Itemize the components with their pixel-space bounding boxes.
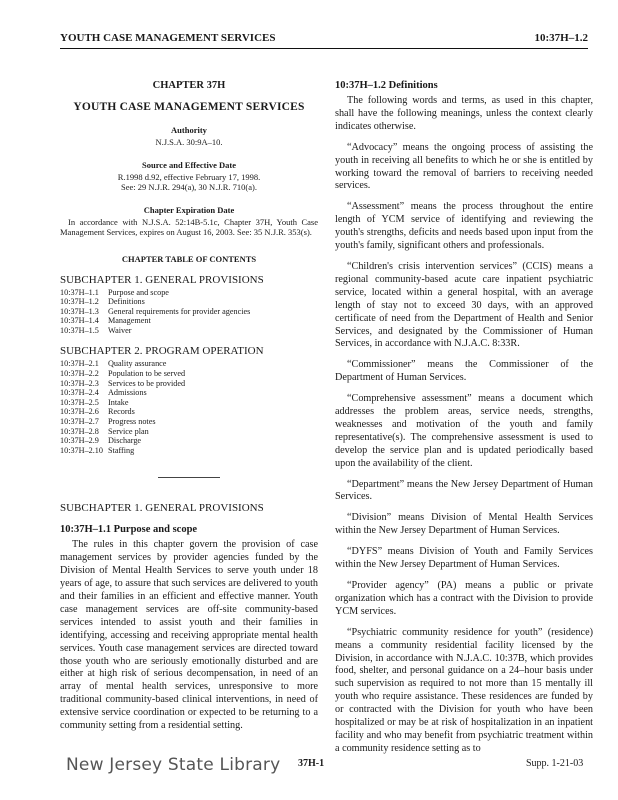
toc-item: 10:37H–2.7 Progress notes bbox=[60, 417, 156, 427]
section-heading: 10:37H–1.2 Definitions bbox=[335, 80, 438, 91]
toc-item: 10:37H–2.3 Services to be provided bbox=[60, 378, 186, 388]
toc-item: 10:37H–1.1 Purpose and scope bbox=[60, 287, 169, 297]
toc-item: 10:37H–2.10 Staffing bbox=[60, 445, 135, 455]
toc-item: 10:37H–2.1 Quality assurance bbox=[60, 359, 167, 369]
definition-paragraph: “Provider agency” (PA) means a public or private organization which has a contract with the Division to provide YCM services. bbox=[335, 580, 593, 617]
source-line: See: 29 N.J.R. 294(a), 30 N.J.R. 710(a). bbox=[121, 182, 257, 192]
toc-item: 10:37H–2.5 Intake bbox=[60, 397, 129, 407]
divider bbox=[158, 477, 220, 478]
definition-paragraph: “Commissioner” means the Commissioner of the Department of Human Services. bbox=[335, 359, 593, 384]
authority-text: N.J.S.A. 30:9A–10. bbox=[155, 137, 223, 147]
supplement-date: Supp. 1-21-03 bbox=[526, 758, 584, 769]
running-header-title: YOUTH CASE MANAGEMENT SERVICES bbox=[60, 32, 276, 44]
definition-paragraph: “Department” means the New Jersey Department of Human Services. bbox=[335, 478, 593, 503]
toc-list-1 bbox=[60, 288, 318, 336]
toc-item: 10:37H–2.8 Service plan bbox=[60, 426, 149, 436]
toc-item: 10:37H–2.4 Admissions bbox=[60, 388, 147, 398]
toc-title: CHAPTER TABLE OF CONTENTS bbox=[121, 253, 257, 264]
right-column bbox=[335, 80, 593, 756]
source-label: Source and Effective Date bbox=[141, 159, 237, 170]
toc-item: 10:37H–2.9 Discharge bbox=[60, 436, 142, 446]
toc-item: 10:37H–1.4 Management bbox=[60, 316, 151, 326]
toc-subchapter-1: SUBCHAPTER 1. GENERAL PROVISIONS bbox=[60, 273, 264, 286]
expiration-label: Chapter Expiration Date bbox=[143, 204, 235, 215]
definition-paragraph: “Comprehensive assessment” means a document which addresses the problem areas, service needs, strengths, weaknesses and motivation of the youth and family representative(s). The comprehensive assessment is used to develop the service plan and is updated periodically based upon the availability of the client. bbox=[335, 393, 593, 469]
left-column bbox=[60, 80, 318, 733]
running-header bbox=[60, 28, 588, 49]
running-header-section: 10:37H–1.2 bbox=[534, 32, 588, 44]
library-watermark: New Jersey State Library bbox=[66, 755, 281, 775]
chapter-title: YOUTH CASE MANAGEMENT SERVICES bbox=[73, 101, 305, 113]
toc-item: 10:37H–1.5 Waiver bbox=[60, 325, 132, 335]
toc-item: 10:37H–2.2 Population to be served bbox=[60, 369, 186, 379]
toc-list-2 bbox=[60, 359, 318, 455]
subchapter-heading: SUBCHAPTER 1. GENERAL PROVISIONS bbox=[60, 502, 264, 515]
toc-item: 10:37H–1.3 General requirements for provider agencies bbox=[60, 306, 251, 316]
definition-paragraph: “Psychiatric community residence for youth” (residence) means a community residential facility licensed by the Division, in accordance with N.J.A.C. 10:37B, which provides food, shelter, and personal guidance on a 24–hour basis under such supervision as required to not more than 15 mentally ill youth who require assistance. These residences are funded by or contracted with the Division for youth who have been hospitalized or may be at risk of hospitalization in an inpatient facility and who may benefit from psychiatric treatment within a community residence setting as to bbox=[335, 626, 593, 754]
authority-label: Authority bbox=[171, 125, 207, 135]
toc-subchapter-2: SUBCHAPTER 2. PROGRAM OPERATION bbox=[60, 345, 264, 358]
page-number: 37H-1 bbox=[298, 758, 325, 769]
definition-paragraph: “Assessment” means the process throughout the entire length of YCM service of identifying and reviewing the youth's strengths, deficits and needs based upon input from the youth's family, significant others and professionals. bbox=[335, 201, 593, 252]
definition-paragraph: The following words and terms, as used in this chapter, shall have the following meanings, unless the context clearly indicates otherwise. bbox=[335, 95, 593, 132]
section-heading: 10:37H–1.1 Purpose and scope bbox=[60, 524, 198, 536]
definition-paragraph: “Children's crisis intervention services” (CCIS) means a regional community-based acute care inpatient psychiatric service, located within a general hospital, with an average length of stay not to exceed 30 days, with an approved certificate of need from the Department of Health and Senior Services, and designated by the Commissioner of Human Services, in accordance with N.J.A.C. 8:33R. bbox=[335, 260, 593, 350]
definition-paragraph: “Advocacy” means the ongoing process of assisting the youth in receiving all benefits to which he or she is entitled by working toward the removal of barriers to receiving needed services. bbox=[335, 141, 593, 192]
section-body: The rules in this chapter govern the provision of case management services by provider agencies funded by the Division of Mental Health Services to serve youth under 18 years of age, to assure that such services are delivered to youth and their families in an efficient and effective manner. Youth case management services are off-site community-based services intended to assist youth and their families in identifying, accessing and receiving appropriate mental health services. Youth case management services are directed toward those youth who are seriously emotionally disturbed and are either at high risk of serious decompensation, in need of an array of mental health services, unresponsive to more traditional community-based clinical interventions, in need of extensive service coordination or expected to be returning to a community setting from a residential setting. bbox=[60, 539, 318, 732]
toc-item: 10:37H–1.2 Definitions bbox=[60, 297, 145, 307]
chapter-number: CHAPTER 37H bbox=[152, 80, 226, 91]
toc-item: 10:37H–2.6 Records bbox=[60, 407, 135, 417]
definitions-list bbox=[335, 95, 593, 756]
definition-paragraph: “Division” means Division of Mental Health Services within the New Jersey Department of Human Services. bbox=[335, 512, 593, 537]
definition-paragraph: “DYFS” means Division of Youth and Family Services within the New Jersey Department of Human Services. bbox=[335, 546, 593, 571]
expiration-text: In accordance with N.J.S.A. 52:14B-5.1c, Chapter 37H, Youth Case Management Services, expires on August 16, 2003. See: 35 N.J.R. 353(s). bbox=[60, 216, 318, 237]
source-line: R.1998 d.92, effective February 17, 1998. bbox=[117, 171, 261, 182]
